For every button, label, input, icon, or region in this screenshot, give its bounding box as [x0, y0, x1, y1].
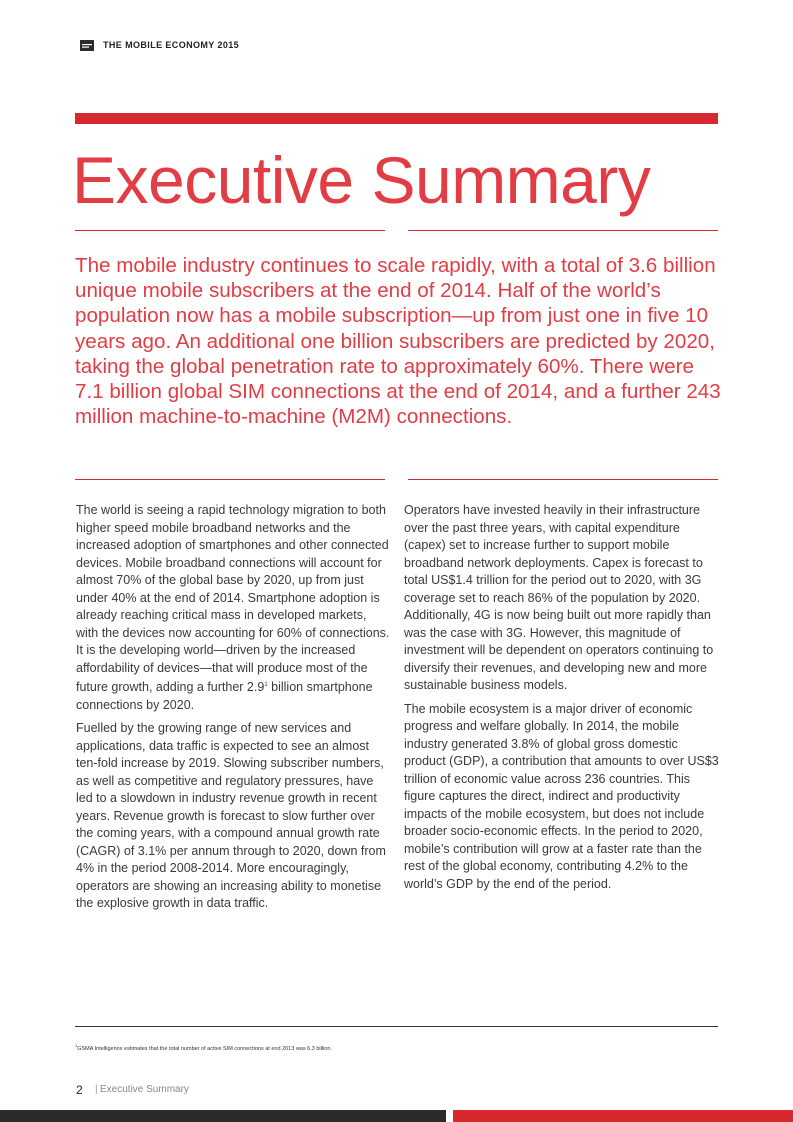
footnote-ref: 1: [264, 682, 268, 688]
right-column: [404, 502, 722, 899]
footnote-divider: [75, 1026, 718, 1027]
page-title: Executive Summary: [72, 143, 651, 217]
left-paragraph-1: The world is seeing a rapid technology migration to both higher speed mobile broadband networks and the increased adoption of smartphones and other connected devices. Mobile broadband connections will account for almost 70% of the global base by 2020, up from just under 40% at the end of 2014. Smartphone adoption is already reaching critical mass in developed markets, with the devices now accounting for 60% of connections. It is the developing world—driven by the increased affordability of devices—that will produce most of the future growth, adding a further $2.9^1$ billion smartphone connections by 2020.: [76, 503, 390, 712]
divider-right-lower: [408, 479, 718, 480]
bottom-red-bar: [453, 1110, 793, 1122]
divider-right: [408, 230, 718, 231]
footnote: $^1$GSMA Intelligence estimates that the total number of active SIM connections at end 2013 was 6.3 billion.: [75, 1043, 332, 1052]
right-paragraph-1: Operators have invested heavily in their infrastructure over the past three years, with capital expenditure (capex) set to increase further to support mobile broadband network deployments. Capex is forecast to total US$1.4 trillion for the period out to 2020, with 3G coverage set to reach 86% of the population by 2020. Additionally, 4G is now being built out more rapidly than was the case with 3G. However, this magnitude of investment will be dependent on operators continuing to diversify their revenues, and developing new and more sustainable business models.: [404, 503, 714, 692]
divider-left-lower: [75, 479, 385, 480]
footer-separator: |: [95, 1084, 98, 1095]
footer-section-label: Executive Summary: [100, 1084, 189, 1095]
header-title: THE MOBILE ECONOMY 2015: [103, 40, 240, 50]
right-paragraph-2: The mobile ecosystem is a major driver of economic progress and welfare globally. In 2014, the mobile industry generated 3.8% of global gross domestic product (GDP), a contribution that amounts to over US$3 trillion of economic value across 236 countries. This figure captures the direct, indirect and productivity impacts of the mobile ecosystem, but does not include broader socio-economic effects. In the period to 2020, mobile’s contribution will grow at a faster rate than the rest of the global economy, contributing 4.2% to the world’s GDP by the end of the period.: [404, 701, 719, 891]
page-number: 2: [76, 1083, 83, 1097]
left-column: [76, 502, 391, 919]
intro-paragraph: The mobile industry continues to scale rapidly, with a total of 3.6 billion unique mobile subscribers at the end of 2014. Half of the world’s population now has a mobile subscription—up from just one in five 10 years ago. An additional one billion subscribers are predicted by 2020, taking the global penetration rate to approximately 60%. There were 7.1 billion global SIM connections at the end of 2014, and a further 243 million machine-to-machine (M2M) connections.: [75, 254, 721, 429]
divider-left: [75, 230, 385, 231]
bottom-dark-bar: [0, 1110, 446, 1122]
gsma-logo-icon: [80, 40, 94, 51]
left-paragraph-2: Fuelled by the growing range of new services and applications, data traffic is expected to see an almost ten-fold increase by 2019. Slowing subscriber numbers, as well as competitive and regulatory pressures, have led to a slowdown in industry revenue growth in recent years. Revenue growth is forecast to slow further over the coming years, with a compound annual growth rate (CAGR) of 3.1% per annum through to 2020, down from 4% in the period 2008-2014. More encouragingly, operators are showing an increasing ability to monetise the explosive growth in data traffic.: [76, 721, 386, 911]
top-red-bar: [75, 113, 718, 124]
